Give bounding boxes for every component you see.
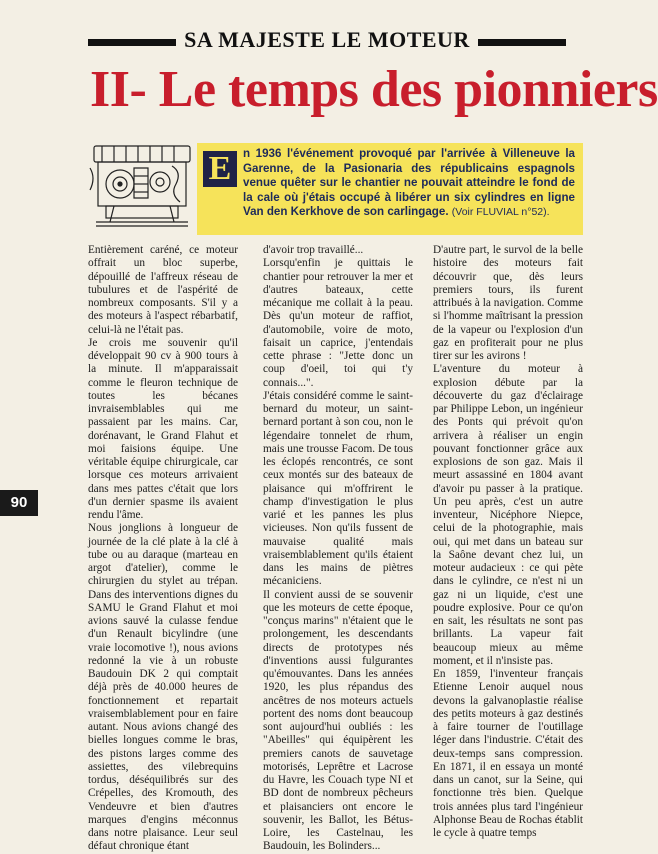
paragraph: En 1859, l'inventeur français Etienne Lenoir auquel nous devons la galvanoplastie réalise des petits moteurs à gaz destinés à faire tourner de l'outillage léger dans l'industrie. C'était des deux-temps sans compression. En 1871, il en essaya un monté dans un canot, sur la Seine, qui fonctionne très bien. Quelque trois années plus tard l'ingénieur Alphonse Beau de Rochas établit le cycle à quatre temps: [433, 668, 583, 839]
body-column-3: [433, 244, 583, 839]
section-kicker: SA MAJESTE LE MOTEUR: [176, 27, 478, 53]
drop-cap: E: [203, 151, 237, 187]
body-column-1: [88, 244, 238, 853]
intro-box: [197, 143, 583, 235]
section-header: [88, 20, 566, 60]
intro-text: n 1936 l'événement provoqué par l'arrivée à Villeneuve la Garenne, de la Pasionaria des républicains espagnols venue quêter sur le chantier ne pouvait atteindre le fond de la cale où j'étais occupé à libérer un six cylindres en ligne Van den Kerkhove de son carlingage.: [243, 147, 575, 219]
paragraph: Entièrement caréné, ce moteur offrait un bloc superbe, dépouillé de l'affreux réseau de tubulures et de l'aspérité de nombreux composants. S'il y a des moteurs à l'aspect rébarbatif, celui-là ne l'était pas.: [88, 244, 238, 336]
page-number: 90: [0, 490, 38, 516]
paragraph: Il convient aussi de se souvenir que les moteurs de cette époque, "conçus marins" n'étaient que le prolongement, les descendants directs de prototypes nés d'inventions aussi fulgurantes qu'émouvantes. Dans les années 1920, les plus répandus des ancêtres de nos moteurs actuels portent des noms dont beaucoup sont aujourd'hui oubliés : les "Abeilles" qui équipèrent les premiers canots de sauvetage motorisés, Leprêtre et Lacrose du Havre, les Couach type NI et BD dont de nombreux pêcheurs et plaisanciers ont encore le souvenir, les Ballot, les Bétus-Loire, les Castelnau, les Baudouin, les Bolinders...: [263, 588, 413, 853]
paragraph: Je crois me souvenir qu'il développait 90 cv à 900 tours à la minute. Il m'apparaissait comme le fleuron technique de toutes les bécanes invraisemblables qui me passaient par les mains. Car, dorénavant, le Grand Flahut et moi faisions équipe. Une véritable équipe chirurgicale, car lorsque ces moteurs arrivaient dans mes pattes c'était que lors d'un dernier spasme ils avaient rendu l'âme.: [88, 336, 238, 521]
paragraph: D'autre part, le survol de la belle histoire des moteurs fait découvrir que, dès leurs premiers tours, ils furent attribués à la navigation. Comme si l'homme maîtrisant la pression de la vapeur ou l'explosion d'un gaz en profiterait pour ne plus tirer sur les avirons !: [433, 244, 583, 362]
paragraph: d'avoir trop travaillé...: [263, 244, 364, 256]
intro-reference: (Voir FLUVIAL n°52).: [451, 206, 550, 219]
article-title: II- Le temps des pionniers: [90, 61, 658, 118]
header-rule-right: [466, 39, 566, 46]
paragraph: L'aventure du moteur à explosion débute par la découverte du gaz d'éclairage par Philippe Lebon, un ingénieur des Ponts qui prévoit qu'on arrivera à réaliser un engin pouvant fonctionner grâce aux explosions de son gaz. Mais il meurt assassiné en 1804 avant d'avoir pu passer à la pratique. Un peu après, c'est un autre inventeur, Nicéphore Niepce, celui de la photographie, mais oui, qui met dans un bateau sur la Saône devant chez lui, un moteur audacieux : ce qui pète dans le cylindre, ce n'est ni un gaz ni un liquide, c'est une poudre explosive. Pour ce qu'on en sait, les résultats ne sont pas brillants. La vapeur fait beaucoup mieux au même moment, et il n'insiste pas.: [433, 363, 583, 667]
paragraph: Lorsqu'enfin je quittais le chantier pour retrouver la mer et d'autres bateaux, cette mécanique me collait à la peau. Dès qu'un moteur de raffiot, d'automobile, voire de moto, faisait un caprice, j'entendais cette phrase : "Jette donc un coup d'oeil, toi qui t'y connais...".: [263, 257, 413, 389]
engine-icon: [88, 138, 196, 230]
body-column-2: [263, 244, 413, 853]
paragraph: Nous jonglions à longueur de journée de la clé plate à la clé à tube ou au daraque (marteau en argot d'atelier), comme le chirurgien du stylet au trépan. Dans des interventions dignes du SAMU le Grand Flahut et moi avions sauvé la culasse fendue d'un Renault bicylindre (une vraie locomotive !), nous avions redonné la vie à un robuste Baudouin DK 2 qui comptait déjà près de 40.000 heures de fonctionnement et repartait vraisemblablement pour en faire autant. Nous avions changé des bielles longues comme le bras, des pistons larges comme des assiettes, des vilebrequins tordus, déséquilibrés sur des Crépelles, des Kromouth, des Vendeuvre et bien d'autres marques d'engins méconnus dans notre plaisance. Leur seul défaut chronique étant: [88, 522, 238, 853]
header-rule-left: [88, 39, 190, 46]
paragraph: J'étais considéré comme le saint-bernard du moteur, un saint-bernard portant à son cou, non le légendaire tonnelet de rhum, mais une trousse Facom. De tous les éclopés rencontrés, ce sont ceux montés sur des bateaux de plaisance qui m'offrirent le champ d'investigation le plus varié et les pannes les plus vicieuses. Non qu'ils fussent de mauvaise qualité mais vraisemblablement qu'ils étaient dans les mains de piètres mécaniciens.: [263, 389, 413, 588]
